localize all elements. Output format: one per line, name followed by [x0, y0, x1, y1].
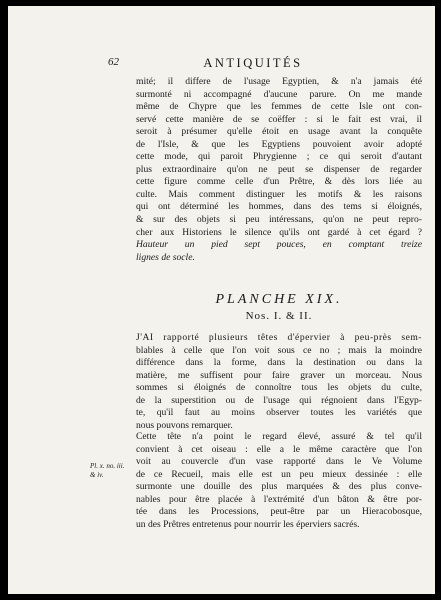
book-page [8, 6, 435, 594]
plate-title: PLANCHE XIX. [215, 292, 343, 307]
text-line: Cette tête n'a point le regard élevé, assuré & tel qu'il [136, 431, 422, 442]
margin-note [90, 462, 135, 480]
margin-note-line: Pl. x. no. iii. [90, 462, 125, 470]
text-line: cette mode, qui paroit Phrygienne ; ce qui seroit d'autant [136, 151, 422, 163]
text-line: nous pouvons remarquer. [136, 419, 233, 431]
text-line: blables à celle que l'on voit sous ce no ; mais la moindre [136, 344, 422, 356]
text-line: cette figure comme celle d'un Prêtre, & dès lors liée au [136, 176, 422, 188]
text-line: tée dans les Processions, peut-être par un Hieracobosque, [136, 506, 422, 518]
text-line: voit au couvercle d'un vase rapporté dans le Ve Volume [136, 456, 422, 468]
text-line: culte. Mais comment distinguer les motifs & les raisons [136, 188, 422, 200]
dimension-note-line: Hauteur un pied sept pouces, en comptant treize [136, 239, 422, 251]
text-line: servé cette manière de se coëffer : si le fait est vrai, il [136, 113, 422, 125]
text-line: de la superstition ou de l'usage qui régnoient dans l'Egyp- [136, 394, 422, 406]
text-line: & sur des objets si peu intéressans, qu'on ne peut repro- [136, 214, 422, 226]
text-line: convient à cet oiseau : elle a le même caractère que l'on [136, 443, 422, 455]
text-line: de l'Isle, & que les Egyptiens pouvoient avoir adopté [136, 138, 422, 150]
text-line: J'AI rapporté plusieurs têtes d'épervier à peu-près sem- [136, 332, 422, 343]
paragraph-this-head [136, 431, 422, 531]
text-line: matière, me suffisent pour faire graver un morceau. Nous [136, 369, 422, 381]
text-line: surmonté ni accompagné d'aucune parure. On me mande [136, 88, 422, 100]
text-line: surmonte une douille des plus marquées & des plus conve- [136, 481, 422, 493]
text-line: sommes si éloignés de connoître tous les objets du culte, [136, 382, 422, 394]
dimension-note-line: lignes de socle. [136, 251, 195, 263]
text-line: nables pour être placée à l'extrémité d'un bâton & être por- [136, 493, 422, 505]
text-line: même de Chypre que les femmes de cette Isle ont con- [136, 101, 422, 113]
text-line: plus extraordinaire qu'on ne peut se dispenser de regarder [136, 163, 422, 175]
page-number: 62 [108, 56, 119, 68]
text-line: te, qu'il faut au moins observer toutes les variétés que [136, 407, 422, 419]
text-line: un des Prêtres entretenus pour nourrir les éperviers sacrés. [136, 518, 360, 530]
page-header [108, 56, 398, 72]
running-head: ANTIQUITÉS [203, 56, 303, 70]
text-line: différence dans la forme, dans la destination ou dans la [136, 357, 422, 369]
text-line: mité; il differe de l'usage Egyptien, & n'a jamais été [136, 76, 422, 87]
text-line: seroit à présumer qu'elle étoit en usage avant la conquête [136, 126, 422, 138]
margin-note-line: & iv. [90, 471, 104, 479]
text-line: qui ont déterminé les hommes, dans des tems si éloignés, [136, 201, 422, 213]
paragraph-hawk-heads [136, 332, 422, 432]
paragraph-headdress [136, 76, 422, 264]
plate-numbers: Nos. I. & II. [245, 310, 313, 322]
text-line: cher aux Historiens le silence qu'ils ont gardé à cet égard ? [136, 226, 422, 238]
text-line: de ce Recueil, mais elle est un peu mieux dessinée : elle [136, 468, 422, 480]
